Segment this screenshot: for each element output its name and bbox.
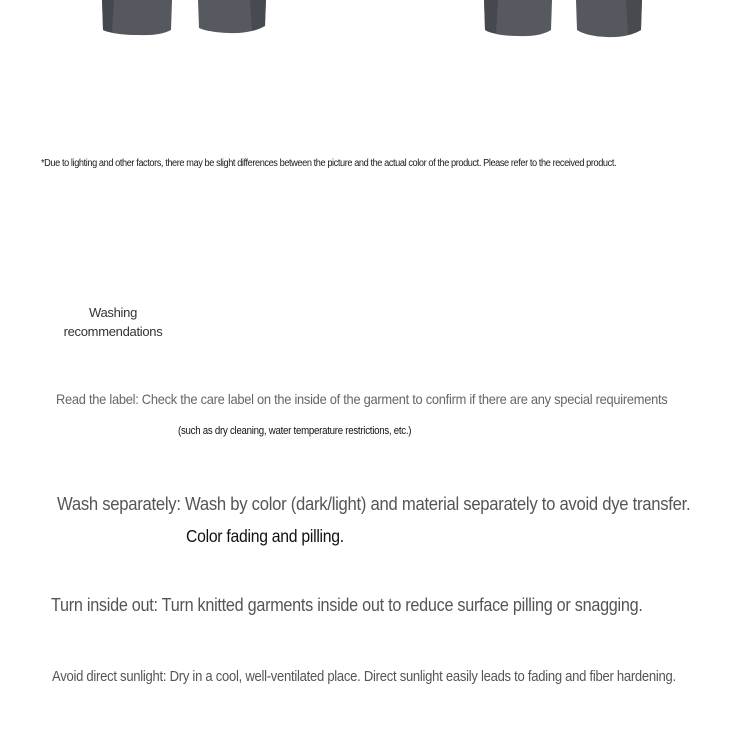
read-label-detail: (such as dry cleaning, water temperature restrictions, etc.) [178, 425, 412, 437]
color-disclaimer: *Due to lighting and other factors, there may be slight differences between the picture and the actual color of the product. Please refer to the received product. [41, 158, 617, 169]
product-image-left [100, 0, 270, 38]
washing-recommendations-heading [58, 303, 168, 341]
product-image-right [482, 0, 646, 40]
heading-line-1: Washing [89, 305, 137, 320]
avoid-sunlight-tip: Avoid direct sunlight: Dry in a cool, well-ventilated place. Direct sunlight easily leads to fading and fiber hardening. [52, 669, 676, 685]
read-label-tip: Read the label: Check the care label on the inside of the garment to confirm if there are any special requirements [56, 391, 668, 407]
wash-separately-tip: Wash separately: Wash by color (dark/light) and material separately to avoid dye transfer. [57, 493, 691, 514]
turn-inside-out-tip: Turn inside out: Turn knitted garments inside out to reduce surface pilling or snagging. [51, 595, 643, 615]
wash-separately-detail: Color fading and pilling. [186, 526, 344, 546]
heading-line-2: recommendations [63, 324, 163, 339]
